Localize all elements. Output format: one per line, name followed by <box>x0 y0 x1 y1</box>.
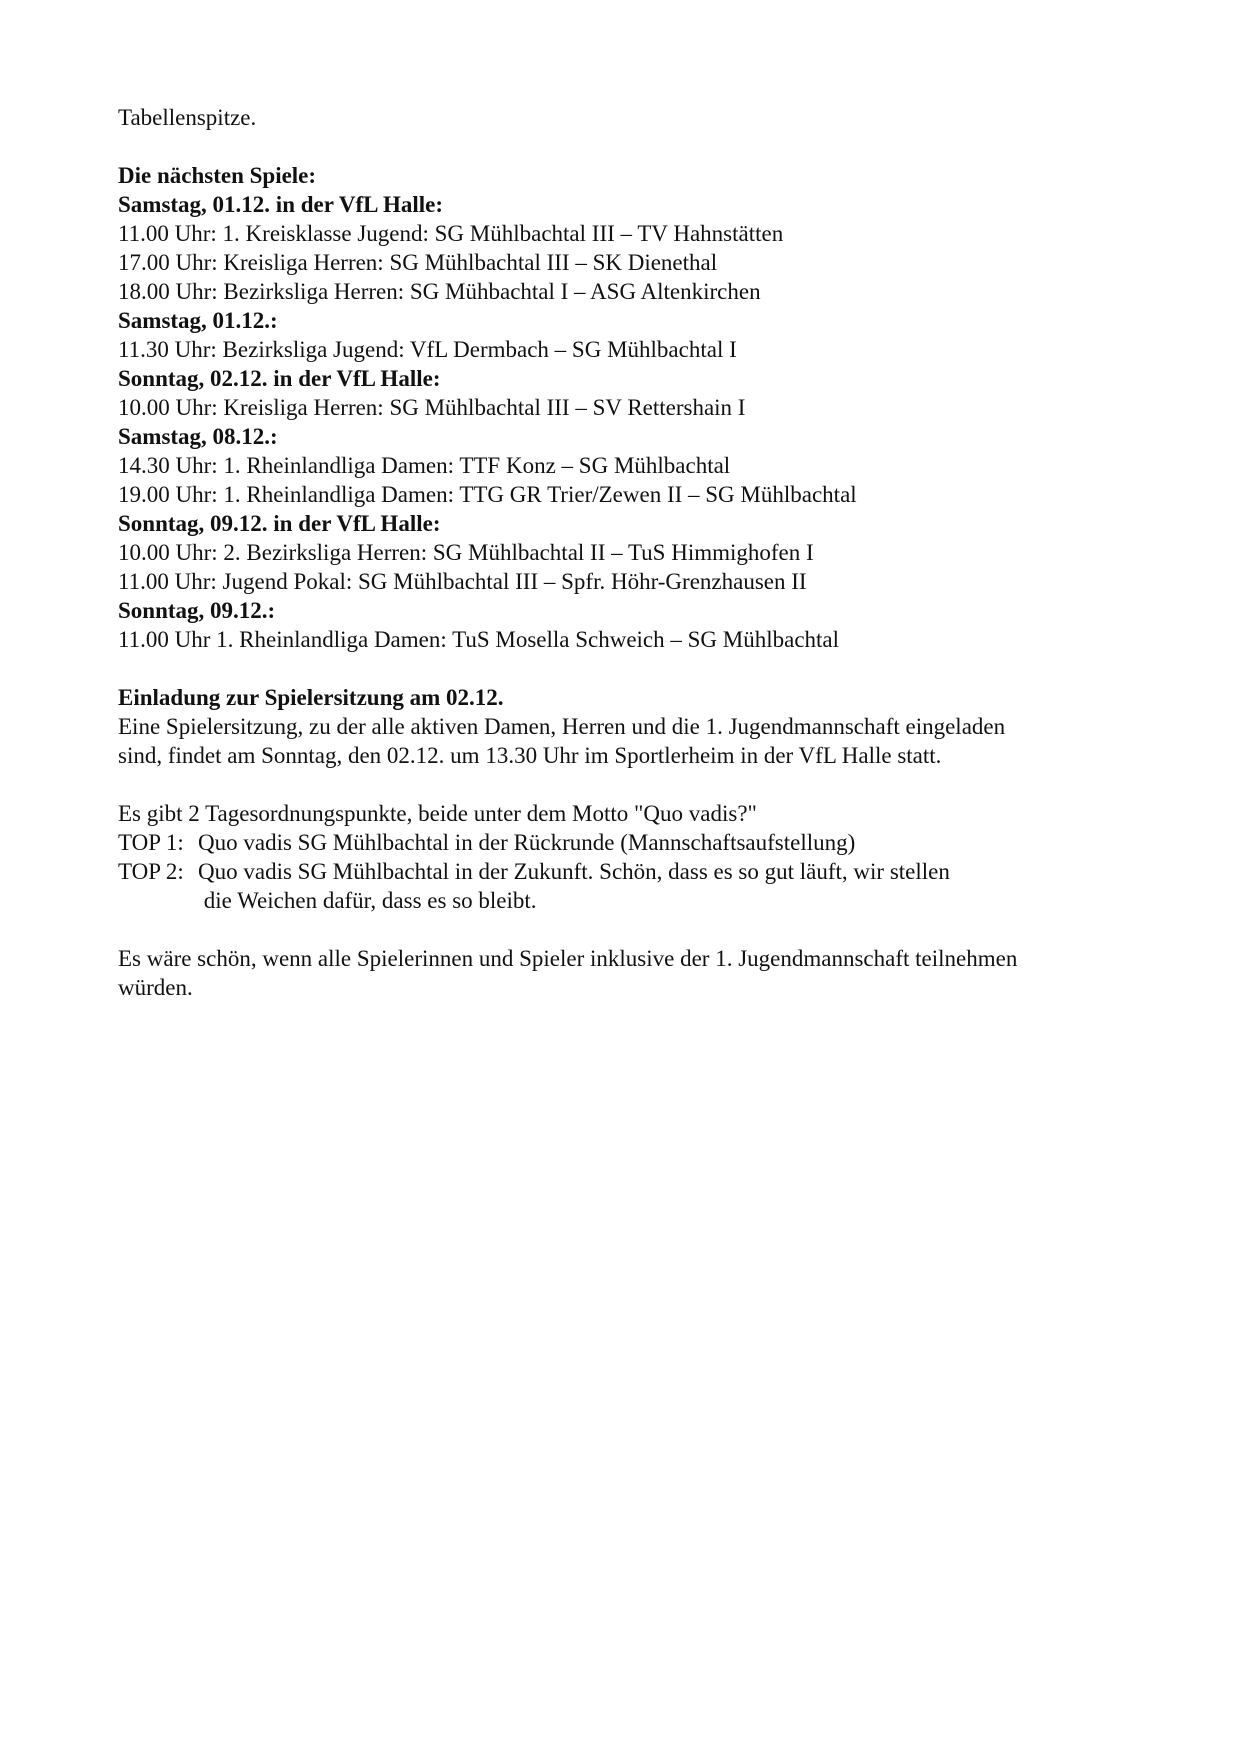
match-line: 18.00 Uhr: Bezirksliga Herren: SG Mühbachtal I – ASG Altenkirchen <box>118 279 761 304</box>
agenda-item-label: TOP 1: <box>118 830 184 855</box>
meeting-text-line: sind, findet am Sonntag, den 02.12. um 13.30 Uhr im Sportlerheim in der VfL Halle statt. <box>118 743 942 768</box>
day-heading: Sonntag, 09.12.: <box>118 598 276 623</box>
day-heading: Sonntag, 09.12. in der VfL Halle: <box>118 511 441 536</box>
day-heading: Sonntag, 02.12. in der VfL Halle: <box>118 366 441 391</box>
agenda-item-text: Quo vadis SG Mühlbachtal in der Zukunft. Schön, dass es so gut läuft, wir stellen <box>198 859 950 884</box>
games-heading: Die nächsten Spiele: <box>118 163 317 188</box>
spacer <box>118 132 1128 161</box>
agenda-intro: Es gibt 2 Tagesordnungspunkte, beide unter dem Motto "Quo vadis?" <box>118 801 757 826</box>
closing-text-line: Es wäre schön, wenn alle Spielerinnen und Spieler inklusive der 1. Jugendmannschaft teilnehmen <box>118 946 1018 971</box>
day-heading: Samstag, 01.12.: <box>118 308 278 333</box>
meeting-text-line: Eine Spielersitzung, zu der alle aktiven Damen, Herren und die 1. Jugendmannschaft eingeladen <box>118 714 1006 739</box>
spacer <box>118 915 1128 944</box>
agenda-item-top2 <box>118 857 1128 886</box>
agenda-item-top2-continuation <box>118 886 1128 915</box>
agenda-item-top1 <box>118 828 1128 857</box>
match-line: 17.00 Uhr: Kreisliga Herren: SG Mühlbachtal III – SK Dienethal <box>118 250 718 275</box>
match-line: 10.00 Uhr: Kreisliga Herren: SG Mühlbachtal III – SV Rettershain I <box>118 395 746 420</box>
agenda-item-text: die Weichen dafür, dass es so bleibt. <box>198 888 537 913</box>
match-line: 11.30 Uhr: Bezirksliga Jugend: VfL Dermbach – SG Mühlbachtal I <box>118 337 737 362</box>
match-line: 11.00 Uhr 1. Rheinlandliga Damen: TuS Mosella Schweich – SG Mühlbachtal <box>118 627 840 652</box>
day-heading: Samstag, 01.12. in der VfL Halle: <box>118 192 443 217</box>
spacer <box>118 654 1128 683</box>
agenda-item-indent <box>118 886 198 915</box>
match-line: 14.30 Uhr: 1. Rheinlandliga Damen: TTF Konz – SG Mühlbachtal <box>118 453 731 478</box>
closing-text-line: würden. <box>118 975 193 1000</box>
match-line: 11.00 Uhr: 1. Kreisklasse Jugend: SG Mühlbachtal III – TV Hahnstätten <box>118 221 784 246</box>
match-line: 19.00 Uhr: 1. Rheinlandliga Damen: TTG GR Trier/Zewen II – SG Mühlbachtal <box>118 482 857 507</box>
agenda-item-text: Quo vadis SG Mühlbachtal in der Rückrunde (Mannschaftsaufstellung) <box>198 830 856 855</box>
spacer <box>118 770 1128 799</box>
agenda-item-label: TOP 2: <box>118 859 184 884</box>
meeting-heading: Einladung zur Spielersitzung am 02.12. <box>118 685 504 710</box>
match-line: 10.00 Uhr: 2. Bezirksliga Herren: SG Mühlbachtal II – TuS Himmighofen I <box>118 540 814 565</box>
intro-tail-text: Tabellenspitze. <box>118 105 257 130</box>
match-line: 11.00 Uhr: Jugend Pokal: SG Mühlbachtal III – Spfr. Höhr-Grenzhausen II <box>118 569 807 594</box>
document-page <box>118 103 1128 1002</box>
day-heading: Samstag, 08.12.: <box>118 424 278 449</box>
